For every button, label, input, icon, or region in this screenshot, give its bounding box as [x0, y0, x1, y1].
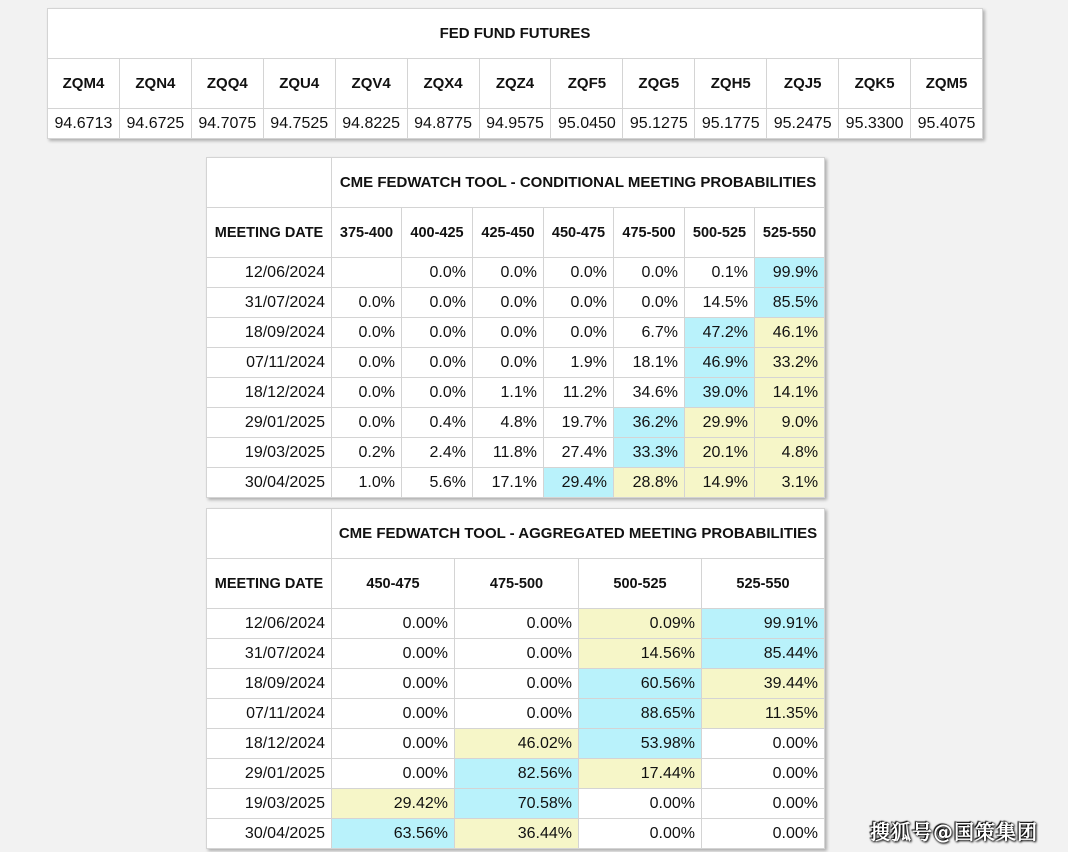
- probability-cell: 0.0%: [544, 288, 614, 318]
- futures-contract-code: ZQM4: [48, 59, 120, 109]
- futures-contract-price: 95.3300: [839, 109, 911, 139]
- probability-cell: 85.44%: [702, 639, 825, 669]
- futures-contract-code: ZQH5: [695, 59, 767, 109]
- probability-cell: 0.0%: [332, 378, 402, 408]
- probability-cell: 0.00%: [332, 729, 455, 759]
- futures-contract-code: ZQQ4: [191, 59, 263, 109]
- probability-cell: 70.58%: [455, 789, 579, 819]
- futures-prices-row: [48, 109, 983, 139]
- aggregated-title: CME FEDWATCH TOOL - AGGREGATED MEETING PROBABILITIES: [332, 509, 825, 559]
- conditional-probabilities-table: [206, 157, 825, 498]
- probability-cell: 0.0%: [614, 258, 685, 288]
- futures-contract-code: ZQZ4: [479, 59, 551, 109]
- meeting-date: 31/07/2024: [207, 288, 332, 318]
- probability-cell: 0.00%: [579, 789, 702, 819]
- probability-cell: 36.2%: [614, 408, 685, 438]
- table-row: [207, 348, 825, 378]
- probability-cell: 34.6%: [614, 378, 685, 408]
- probability-cell: 0.00%: [702, 819, 825, 849]
- aggregated-corner: [207, 509, 332, 559]
- futures-contract-code: ZQM5: [911, 59, 983, 109]
- futures-contract-price: 95.0450: [551, 109, 623, 139]
- futures-contract-price: 95.1275: [623, 109, 695, 139]
- probability-cell: 4.8%: [755, 438, 825, 468]
- probability-cell: 0.00%: [702, 759, 825, 789]
- probability-cell: 85.5%: [755, 288, 825, 318]
- aggregated-header-row: [207, 559, 825, 609]
- futures-contract-price: 95.2475: [767, 109, 839, 139]
- table-row: [207, 438, 825, 468]
- probability-cell: 0.00%: [332, 669, 455, 699]
- watermark-text: 搜狐号@国策集团: [870, 820, 1038, 844]
- futures-contract-code: ZQJ5: [767, 59, 839, 109]
- futures-contract-code: ZQG5: [623, 59, 695, 109]
- futures-contract-price: 94.8775: [407, 109, 479, 139]
- probability-cell: 17.44%: [579, 759, 702, 789]
- meeting-date: 29/01/2025: [207, 759, 332, 789]
- probability-cell: 36.44%: [455, 819, 579, 849]
- futures-contract-code: ZQK5: [839, 59, 911, 109]
- probability-cell: 18.1%: [614, 348, 685, 378]
- probability-cell: 99.9%: [755, 258, 825, 288]
- table-row: [207, 729, 825, 759]
- probability-cell: 0.09%: [579, 609, 702, 639]
- probability-cell: 5.6%: [402, 468, 473, 498]
- probability-cell: 0.0%: [402, 318, 473, 348]
- probability-cell: 0.0%: [544, 318, 614, 348]
- futures-contract-price: 94.6725: [119, 109, 191, 139]
- probability-cell: 0.0%: [473, 348, 544, 378]
- probability-cell: 46.9%: [685, 348, 755, 378]
- probability-cell: 19.7%: [544, 408, 614, 438]
- probability-cell: 0.0%: [332, 318, 402, 348]
- probability-cell: [332, 258, 402, 288]
- futures-title: FED FUND FUTURES: [48, 9, 983, 59]
- probability-cell: 60.56%: [579, 669, 702, 699]
- table-row: [207, 258, 825, 288]
- rate-range-header: 525-550: [702, 559, 825, 609]
- probability-cell: 14.1%: [755, 378, 825, 408]
- table-row: [207, 639, 825, 669]
- probability-cell: 14.56%: [579, 639, 702, 669]
- probability-cell: 0.00%: [702, 729, 825, 759]
- probability-cell: 33.2%: [755, 348, 825, 378]
- probability-cell: 46.1%: [755, 318, 825, 348]
- probability-cell: 6.7%: [614, 318, 685, 348]
- probability-cell: 1.1%: [473, 378, 544, 408]
- conditional-corner: [207, 158, 332, 208]
- probability-cell: 0.0%: [473, 258, 544, 288]
- futures-contract-price: 95.4075: [911, 109, 983, 139]
- futures-contract-price: 94.9575: [479, 109, 551, 139]
- meeting-date: 29/01/2025: [207, 408, 332, 438]
- probability-cell: 0.0%: [332, 408, 402, 438]
- probability-cell: 46.02%: [455, 729, 579, 759]
- probability-cell: 20.1%: [685, 438, 755, 468]
- probability-cell: 0.00%: [455, 669, 579, 699]
- probability-cell: 14.9%: [685, 468, 755, 498]
- probability-cell: 47.2%: [685, 318, 755, 348]
- meeting-date: 30/04/2025: [207, 819, 332, 849]
- probability-cell: 0.0%: [402, 348, 473, 378]
- rate-range-header: 375-400: [332, 208, 402, 258]
- rate-range-header: 525-550: [755, 208, 825, 258]
- probability-cell: 88.65%: [579, 699, 702, 729]
- probability-cell: 11.8%: [473, 438, 544, 468]
- conditional-header-row: [207, 208, 825, 258]
- probability-cell: 29.4%: [544, 468, 614, 498]
- probability-cell: 0.00%: [332, 609, 455, 639]
- probability-cell: 14.5%: [685, 288, 755, 318]
- table-row: [207, 288, 825, 318]
- probability-cell: 0.0%: [614, 288, 685, 318]
- rate-range-header: 450-475: [332, 559, 455, 609]
- fed-fund-futures-table: [47, 8, 983, 139]
- probability-cell: 0.00%: [455, 699, 579, 729]
- table-row: [207, 699, 825, 729]
- table-row: [207, 408, 825, 438]
- meeting-date-header: MEETING DATE: [207, 208, 332, 258]
- meeting-date: 18/09/2024: [207, 318, 332, 348]
- futures-contract-code: ZQU4: [263, 59, 335, 109]
- meeting-date-header: MEETING DATE: [207, 559, 332, 609]
- futures-contract-price: 94.8225: [335, 109, 407, 139]
- probability-cell: 17.1%: [473, 468, 544, 498]
- probability-cell: 39.44%: [702, 669, 825, 699]
- probability-cell: 0.0%: [473, 318, 544, 348]
- probability-cell: 0.00%: [455, 609, 579, 639]
- probability-cell: 0.00%: [332, 699, 455, 729]
- futures-contract-code: ZQV4: [335, 59, 407, 109]
- probability-cell: 0.0%: [402, 258, 473, 288]
- probability-cell: 0.00%: [455, 639, 579, 669]
- futures-contract-price: 94.6713: [48, 109, 120, 139]
- conditional-title: CME FEDWATCH TOOL - CONDITIONAL MEETING PROBABILITIES: [332, 158, 825, 208]
- rate-range-header: 500-525: [579, 559, 702, 609]
- futures-contract-price: 94.7525: [263, 109, 335, 139]
- rate-range-header: 475-500: [614, 208, 685, 258]
- futures-codes-row: [48, 59, 983, 109]
- meeting-date: 18/09/2024: [207, 669, 332, 699]
- meeting-date: 12/06/2024: [207, 258, 332, 288]
- meeting-date: 30/04/2025: [207, 468, 332, 498]
- probability-cell: 28.8%: [614, 468, 685, 498]
- probability-cell: 0.1%: [685, 258, 755, 288]
- probability-cell: 0.00%: [332, 639, 455, 669]
- probability-cell: 0.00%: [579, 819, 702, 849]
- rate-range-header: 400-425: [402, 208, 473, 258]
- table-row: [207, 468, 825, 498]
- probability-cell: 1.9%: [544, 348, 614, 378]
- table-row: [207, 819, 825, 849]
- probability-cell: 0.2%: [332, 438, 402, 468]
- meeting-date: 12/06/2024: [207, 609, 332, 639]
- futures-contract-price: 94.7075: [191, 109, 263, 139]
- probability-cell: 1.0%: [332, 468, 402, 498]
- table-row: [207, 318, 825, 348]
- rate-range-header: 475-500: [455, 559, 579, 609]
- probability-cell: 29.9%: [685, 408, 755, 438]
- rate-range-header: 425-450: [473, 208, 544, 258]
- probability-cell: 0.0%: [402, 288, 473, 318]
- meeting-date: 19/03/2025: [207, 438, 332, 468]
- probability-cell: 29.42%: [332, 789, 455, 819]
- aggregated-probabilities-table: [206, 508, 825, 849]
- probability-cell: 53.98%: [579, 729, 702, 759]
- probability-cell: 0.4%: [402, 408, 473, 438]
- probability-cell: 63.56%: [332, 819, 455, 849]
- probability-cell: 0.0%: [473, 288, 544, 318]
- rate-range-header: 500-525: [685, 208, 755, 258]
- probability-cell: 0.0%: [544, 258, 614, 288]
- table-row: [207, 669, 825, 699]
- meeting-date: 07/11/2024: [207, 699, 332, 729]
- meeting-date: 19/03/2025: [207, 789, 332, 819]
- probability-cell: 0.0%: [332, 288, 402, 318]
- futures-contract-code: ZQN4: [119, 59, 191, 109]
- meeting-date: 18/12/2024: [207, 729, 332, 759]
- probability-cell: 0.0%: [402, 378, 473, 408]
- rate-range-header: 450-475: [544, 208, 614, 258]
- futures-contract-code: ZQF5: [551, 59, 623, 109]
- table-row: [207, 759, 825, 789]
- probability-cell: 2.4%: [402, 438, 473, 468]
- meeting-date: 31/07/2024: [207, 639, 332, 669]
- probability-cell: 4.8%: [473, 408, 544, 438]
- probability-cell: 3.1%: [755, 468, 825, 498]
- probability-cell: 11.2%: [544, 378, 614, 408]
- meeting-date: 07/11/2024: [207, 348, 332, 378]
- probability-cell: 0.00%: [702, 789, 825, 819]
- futures-contract-code: ZQX4: [407, 59, 479, 109]
- probability-cell: 39.0%: [685, 378, 755, 408]
- probability-cell: 33.3%: [614, 438, 685, 468]
- probability-cell: 27.4%: [544, 438, 614, 468]
- table-row: [207, 789, 825, 819]
- probability-cell: 99.91%: [702, 609, 825, 639]
- table-row: [207, 609, 825, 639]
- probability-cell: 0.00%: [332, 759, 455, 789]
- meeting-date: 18/12/2024: [207, 378, 332, 408]
- table-row: [207, 378, 825, 408]
- probability-cell: 9.0%: [755, 408, 825, 438]
- futures-contract-price: 95.1775: [695, 109, 767, 139]
- probability-cell: 82.56%: [455, 759, 579, 789]
- probability-cell: 0.0%: [332, 348, 402, 378]
- probability-cell: 11.35%: [702, 699, 825, 729]
